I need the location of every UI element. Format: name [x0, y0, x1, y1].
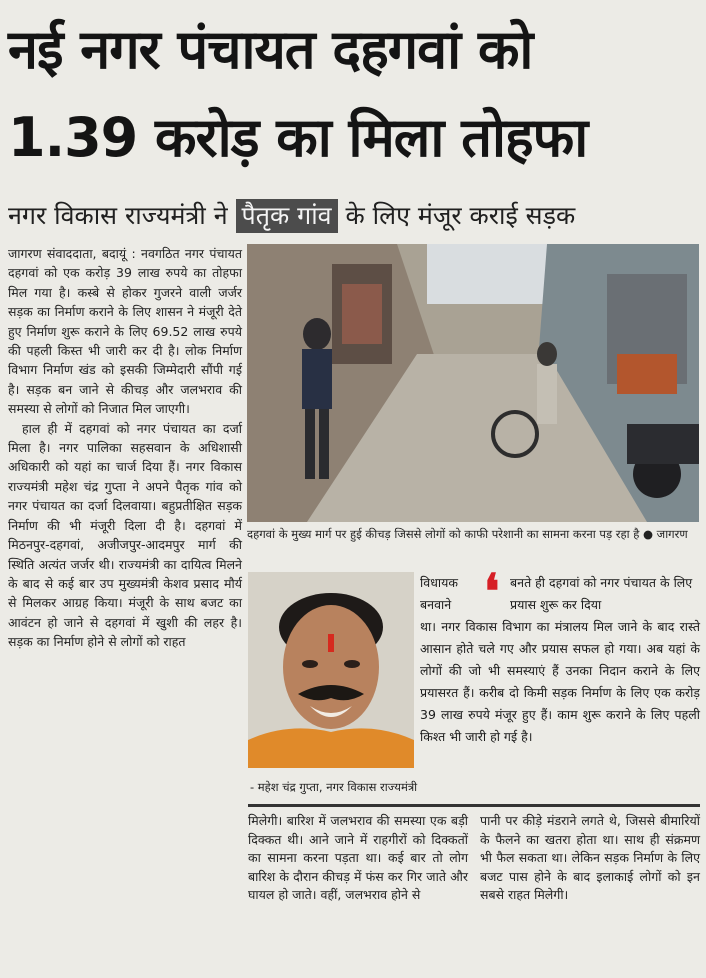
headline-line-2: 1.39 करोड़ का मिला तोहफा	[8, 106, 588, 169]
section-divider	[248, 804, 700, 807]
headline	[8, 6, 698, 182]
quote-lead-left: विधायक बनवाने	[420, 575, 458, 612]
quote-body: था। नगर विकास विभाग का मंत्रालय मिल जाने के बाद रास्ते आसान होते चले गए और प्रयास सफल हो गया। अब यहां के लोगों की जो भी समस्याएं हैं उनका निदान कराने के लिए प्रयासरत हैं। करीब दो किमी सड़क निर्माण के लिए एक करोड़ 39 लाख रुपये मंजूर हुए हैं। काम शुरू कराने के लिए पहली किश्त भी जारी हो गई है।	[420, 619, 700, 744]
street-photo	[247, 244, 699, 522]
minister-portrait	[248, 572, 414, 768]
headline-line-1: नई नगर पंचायत दहगवां को	[8, 18, 533, 81]
subhead-highlight: पैतृक गांव	[236, 199, 338, 233]
article-paragraph-2: हाल ही में दहगवां को नगर पंचायत का दर्जा मिला है। नगर पालिका सहसवान के अधिशासी अधिकारी को यहां का चार्ज दिया हैं। नगर विकास राज्यमंत्री महेश चंद्र गुप्ता ने अपने पैतृक गांव को नगर पंचायत का दर्जा दिलवाया। बहुप्रतीक्षित सड़क निर्माण की भी मंजूरी दिला दी है। दहगवां में मिठनपुर-दहगवां, अजीजपुर-आदमपुर मार्ग की स्थिति अत्यंत जर्जर थी। राज्यमंत्री का दायित्व मिलने के बाद से कई बार उप मुख्यमंत्री केशव प्रसाद मौर्य से मिलकर आग्रह किया। मंजूरी के साथ बजट का आवंटन हो जाने से दहगवां में खुशी की लहर है। सड़क का निर्माण होने से लोगों को राहत	[8, 420, 242, 650]
subheadline	[8, 196, 698, 236]
subhead-before: नगर विकास राज्यमंत्री ने	[8, 201, 236, 230]
article-column-1	[8, 244, 242, 652]
subhead-after: के लिए मंजूर कराई सड़क	[337, 201, 576, 230]
photo-caption: दहगवां के मुख्य मार्ग पर हुई कीचड़ जिससे लोगों को काफी परेशानी का सामना करना पड़ रहा है ● जागरण	[247, 527, 688, 541]
article-paragraph-1: जागरण संवाददाता, बदायूं : नवगठित नगर पंचायत दहगवां को एक करोड़ 39 लाख रुपये का तोहफा मिल गया है। कस्बे से होकर गुजरने वाली जर्जर सड़क का निर्माण कराने के लिए शासन ने मंजूरी देते हुए निर्माण शुरू कराने के लिए 69.52 लाख रुपये की पहली किस्त भी जारी कर दी है। लोक निर्माण विभाग निर्माण खंड को इसकी जिम्मेदारी सौंपी गई है। सड़क बन जाने से कीचड़ और जलभराव की समस्या से लोगों को निजात मिल जाएगी।	[8, 246, 242, 417]
article-column-3: पानी पर कीड़े मंडराने लगते थे, जिससे बीमारियों के फैलने का खतरा होता था। साथ ही संक्रमण भी फैल सकता था। लेकिन सड़क निर्माण के लिए बजट पास होने के बाद इलाकाई लोगों को इन सबसे राहत मिलेगी।	[480, 813, 700, 903]
quote-attribution: - महेश चंद्र गुप्ता, नगर विकास राज्यमंत्री	[250, 780, 418, 794]
quote-lead-right: बनते ही दहगवां को नगर पंचायत के लिए प्रयास शुरू कर दिया	[510, 575, 693, 612]
article-column-2: मिलेगी। बारिश में जलभराव की समस्या एक बड़ी दिक्कत थी। आने जाने में राहगीरों को दिक्कतों का सामना करना पड़ता था। कई बार तो लोग बारिश के दौरान कीचड़ में फंस कर गिर जाते और घायल हो जाते। वहीं, जलभराव होने से	[248, 813, 468, 903]
quote-mark-icon: ❛	[484, 564, 500, 620]
